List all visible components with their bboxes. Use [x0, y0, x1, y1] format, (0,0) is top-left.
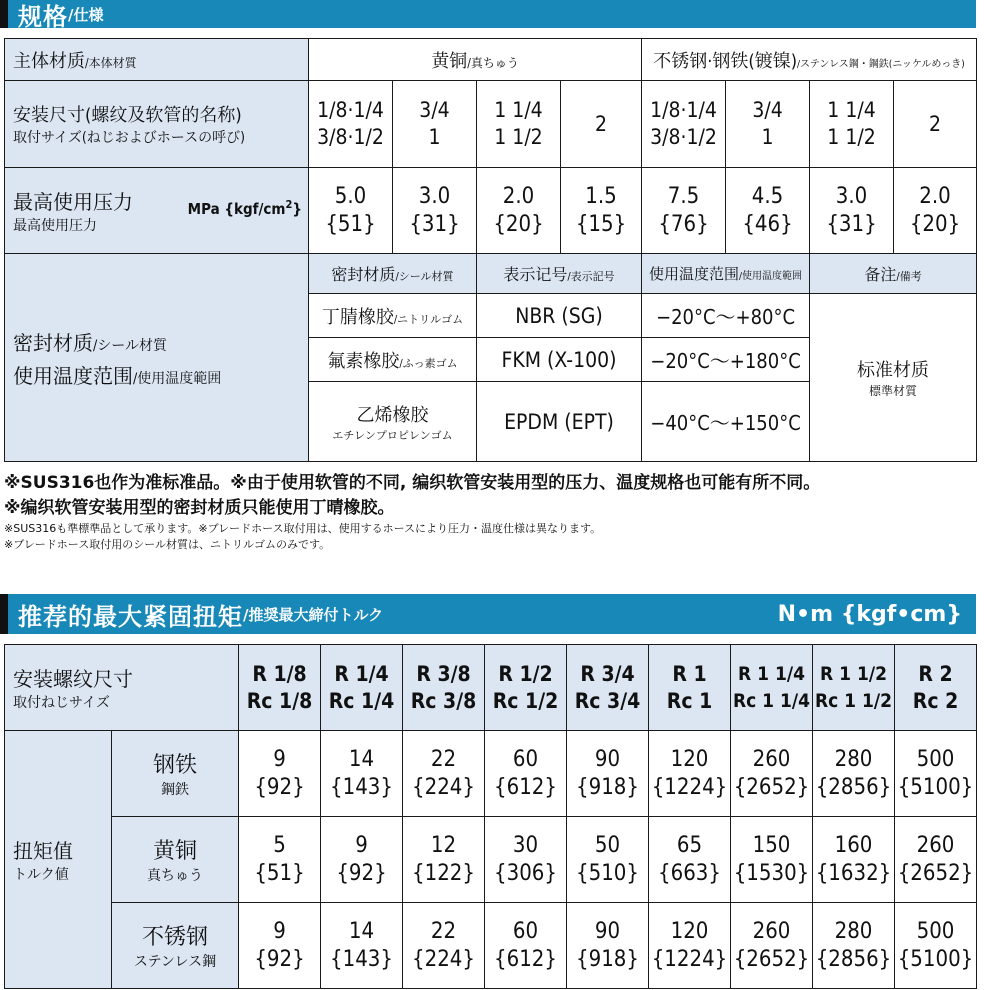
pressure-value: 4.5	[751, 183, 784, 209]
pressure-kgf: {31}	[409, 211, 460, 237]
torque-kgf: {918}	[576, 774, 639, 800]
thread-size-cell	[403, 645, 485, 731]
size-value: 1	[428, 125, 441, 149]
temp-col-label-sub: /使用温度範囲	[739, 271, 803, 282]
torque-unit: N•m {kgf•cm}	[777, 601, 962, 627]
temp-label: 使用温度范围	[13, 363, 133, 388]
size-cell	[477, 81, 561, 168]
code-col-header	[477, 254, 642, 294]
size-label-sub: 取付サイズ(ねじおよびホースの呼び)	[13, 130, 246, 146]
pressure-unit-text: MPa {kgf/cm	[187, 200, 286, 218]
pressure-value: 3.0	[835, 183, 868, 209]
pressure-value: 3.0	[418, 183, 451, 209]
torque-kgf: {122}	[412, 860, 475, 886]
brass-label: 黄铜	[431, 50, 468, 72]
torque-cell	[239, 817, 321, 903]
seal-name-cell	[309, 294, 477, 338]
thread-rc: Rc 1 1/2	[814, 689, 893, 712]
torque-cell	[649, 731, 731, 817]
code-col-label: 表示记号	[503, 265, 568, 284]
seal-name-sub: /ニトリルゴム	[393, 312, 464, 326]
torque-kgf: {92}	[336, 860, 387, 886]
torque-value: 150	[752, 832, 791, 858]
torque-cell	[485, 903, 567, 989]
pressure-kgf: {15}	[575, 211, 627, 237]
torque-cell	[239, 903, 321, 989]
torque-kgf: {612}	[494, 946, 557, 972]
thread-r: R 1/8	[252, 661, 307, 686]
size-value: 1/8·1/4	[317, 98, 384, 122]
seal-label-sub: /シール材質	[93, 337, 167, 354]
torque-kgf: {1224}	[651, 946, 728, 972]
size-cell	[642, 81, 726, 168]
brass-label-sub: /真ちゅう	[467, 55, 519, 70]
torque-value: 5	[273, 832, 286, 858]
pressure-cell	[309, 168, 393, 254]
torque-value: 12	[430, 832, 457, 858]
pressure-kgf: {46}	[742, 211, 793, 237]
thread-r: R 1/4	[334, 661, 389, 686]
torque-material-cell	[112, 817, 239, 903]
size-value: 3/8·1/2	[317, 125, 384, 149]
torque-kgf: {92}	[254, 774, 305, 800]
torque-kgf: {92}	[254, 946, 305, 972]
thread-rc: Rc 1/2	[492, 688, 559, 713]
size-value: 1 1/4	[827, 98, 876, 122]
seal-temp: −20°C～+180°C	[650, 349, 801, 373]
thread-rc: Rc 1/4	[328, 688, 395, 713]
torque-value: 14	[348, 918, 375, 944]
torque-cell	[403, 903, 485, 989]
torque-material-cell	[112, 731, 239, 817]
thread-rc: Rc 3/4	[574, 688, 641, 713]
thread-size-cell	[485, 645, 567, 731]
pressure-cell	[642, 168, 726, 254]
thread-rc: Rc 1/8	[246, 688, 313, 713]
seal-temp: −40°C～+150°C	[650, 411, 801, 435]
section-marker	[0, 594, 8, 634]
torque-value: 280	[834, 918, 873, 944]
torque-value: 90	[594, 746, 621, 772]
pressure-kgf: {51}	[325, 211, 376, 237]
pressure-unit	[188, 198, 302, 218]
thread-size-cell	[649, 645, 731, 731]
stainless-label-sub: /ステンレス鋼・鋼鉄(ニッケルめっき)	[797, 58, 965, 70]
torque-value: 30	[512, 832, 539, 858]
torque-cell	[567, 731, 649, 817]
size-value: 2	[929, 111, 942, 136]
thread-r: R 2	[918, 661, 953, 686]
torque-size-label-sub: 取付ねじサイズ	[13, 695, 110, 711]
note-line-jp: ※ブレードホース取付用のシール材質は、ニトリルゴムのみです。	[4, 538, 331, 551]
seal-name-sub: エチレンプロピレンゴム	[332, 428, 453, 442]
torque-kgf: {51}	[254, 860, 305, 886]
torque-cell	[895, 903, 977, 989]
remark-col-label-sub: /備考	[896, 270, 922, 283]
size-row	[5, 81, 977, 168]
torque-value: 14	[348, 746, 375, 772]
thread-r: R 1 1/2	[820, 662, 887, 685]
torque-material-sub: 真ちゅう	[147, 868, 203, 884]
size-cell	[561, 81, 642, 168]
torque-kgf: {2856}	[815, 774, 892, 800]
torque-cell	[649, 903, 731, 989]
pressure-label-cell	[5, 168, 309, 254]
material-label: 主体材质	[13, 50, 85, 72]
seal-label: 密封材质	[13, 330, 93, 355]
torque-value: 9	[355, 832, 368, 858]
note-line: ※SUS316也作为准标准品。※由于使用软管的不同, 编织软管安装用型的压力、温度规格也可能有所不同。	[4, 473, 821, 493]
material-row	[5, 39, 977, 81]
torque-kgf: {1224}	[651, 774, 728, 800]
material-label-sub: /本体材質	[85, 55, 137, 70]
torque-value: 9	[273, 918, 286, 944]
torque-material-sub: 鋼鉄	[161, 782, 189, 798]
seal-code-cell	[477, 294, 642, 338]
torque-value-label-cell	[5, 731, 112, 989]
thread-size-cell	[895, 645, 977, 731]
torque-cell	[895, 817, 977, 903]
torque-cell	[567, 817, 649, 903]
remark-text-sub: 標準材質	[869, 384, 918, 398]
torque-kgf: {143}	[330, 774, 393, 800]
stainless-label: 不锈钢·钢铁(镀镍)	[653, 50, 798, 72]
torque-cell	[321, 731, 403, 817]
torque-kgf: {224}	[412, 774, 475, 800]
spec-title-sub: /仕様	[68, 5, 104, 24]
torque-material: 钢铁	[152, 753, 197, 778]
torque-material-cell	[112, 903, 239, 989]
torque-title-sub: /推奨最大締付トルク	[243, 605, 384, 624]
torque-kgf: {510}	[576, 860, 639, 886]
torque-value: 500	[916, 918, 955, 944]
torque-material: 不锈钢	[141, 925, 208, 950]
torque-value: 120	[670, 918, 709, 944]
pressure-value: 7.5	[667, 183, 700, 209]
torque-kgf: {2652}	[897, 860, 974, 886]
seal-temp: −20°C～+80°C	[655, 305, 796, 329]
pressure-unit-sup: 2	[285, 198, 293, 211]
seal-code-cell	[477, 382, 642, 462]
temp-col-label: 使用温度范围	[648, 265, 739, 283]
torque-kgf: {1530}	[733, 860, 810, 886]
torque-cell	[649, 817, 731, 903]
torque-value: 280	[834, 746, 873, 772]
torque-size-label-cell	[5, 645, 239, 731]
seal-code: NBR (SG)	[515, 303, 603, 328]
torque-cell	[567, 903, 649, 989]
torque-kgf: {663}	[658, 860, 721, 886]
torque-value-label: 扭矩值	[13, 839, 73, 863]
torque-value: 260	[916, 832, 955, 858]
spec-notes	[4, 471, 984, 553]
pressure-cell	[894, 168, 977, 254]
torque-value: 500	[916, 746, 955, 772]
thread-r: R 3/8	[416, 661, 471, 686]
torque-value: 260	[752, 746, 791, 772]
pressure-cell	[726, 168, 810, 254]
size-value: 1 1/2	[827, 125, 876, 149]
code-col-label-sub: /表示記号	[567, 270, 615, 283]
torque-material: 黄铜	[152, 839, 197, 864]
section-marker	[0, 0, 8, 28]
torque-cell	[895, 731, 977, 817]
note-line-jp: ※SUS316も準標準品として承ります。※ブレードホース取付用は、使用するホースにより圧力・温度仕様は異なります。	[4, 522, 602, 535]
pressure-value: 2.0	[502, 183, 535, 209]
size-cell	[810, 81, 894, 168]
seal-label-cell	[5, 254, 309, 462]
seal-name-cell	[309, 338, 477, 382]
pressure-value: 2.0	[919, 183, 951, 209]
torque-kgf: {5100}	[897, 774, 974, 800]
remark-cell	[810, 294, 977, 462]
torque-cell	[485, 817, 567, 903]
pressure-kgf: {76}	[658, 211, 709, 237]
torque-cell	[813, 817, 895, 903]
torque-material-sub: ステンレス鋼	[133, 954, 217, 970]
torque-cell	[403, 817, 485, 903]
torque-value: 9	[273, 746, 286, 772]
torque-value: 160	[834, 832, 873, 858]
material-label-cell	[5, 39, 309, 81]
thread-size-cell	[813, 645, 895, 731]
size-cell	[894, 81, 977, 168]
pressure-cell	[561, 168, 642, 254]
pressure-kgf: {20}	[493, 211, 544, 237]
torque-kgf: {2652}	[733, 946, 810, 972]
stainless-header	[642, 39, 977, 81]
size-value: 2	[594, 111, 608, 136]
thread-r: R 3/4	[580, 661, 635, 686]
temp-label-sub: /使用温度範囲	[133, 370, 222, 387]
torque-cell	[239, 731, 321, 817]
torque-kgf: {918}	[576, 946, 639, 972]
thread-size-cell	[567, 645, 649, 731]
torque-cell	[731, 731, 813, 817]
brass-header	[309, 39, 642, 81]
seal-header-row	[5, 254, 977, 294]
torque-kgf: {306}	[494, 860, 557, 886]
torque-value: 22	[430, 918, 457, 944]
size-cell	[309, 81, 393, 168]
pressure-label-sub: 最高使用圧力	[13, 218, 97, 234]
remark-col-label: 备注	[864, 265, 897, 284]
thread-r: R 1	[672, 661, 707, 686]
torque-row	[5, 817, 977, 903]
seal-name: 丁腈橡胶	[321, 306, 394, 328]
torque-kgf: {2856}	[815, 946, 892, 972]
torque-cell	[813, 903, 895, 989]
torque-cell	[403, 731, 485, 817]
torque-size-row	[5, 645, 977, 731]
size-value: 1	[761, 125, 774, 149]
torque-value: 22	[430, 746, 457, 772]
torque-kgf: {1632}	[815, 860, 892, 886]
torque-cell	[731, 903, 813, 989]
size-cell	[393, 81, 477, 168]
seal-col-header	[309, 254, 477, 294]
seal-name-cell	[309, 382, 477, 462]
torque-value-label-sub: トルク値	[13, 867, 69, 883]
torque-cell	[321, 817, 403, 903]
torque-cell	[321, 903, 403, 989]
thread-rc: Rc 1 1/4	[732, 689, 811, 712]
torque-value: 65	[676, 832, 703, 858]
size-cell	[726, 81, 810, 168]
seal-temp-cell	[642, 382, 810, 462]
size-value: 3/4	[752, 98, 783, 122]
thread-size-cell	[731, 645, 813, 731]
torque-row	[5, 731, 977, 817]
size-label-cell	[5, 81, 309, 168]
remark-text: 标准材质	[857, 360, 930, 381]
thread-rc: Rc 3/8	[410, 688, 477, 713]
torque-value: 260	[752, 918, 791, 944]
seal-name: 氟素橡胶	[327, 350, 400, 372]
torque-kgf: {612}	[494, 774, 557, 800]
seal-temp-cell	[642, 294, 810, 338]
temp-col-header	[642, 254, 810, 294]
size-value: 1/8·1/4	[650, 98, 717, 122]
spec-title: 规格	[18, 2, 68, 31]
thread-r: R 1 1/4	[738, 662, 805, 685]
spec-table	[4, 38, 977, 462]
torque-value: 120	[670, 746, 709, 772]
seal-code-cell	[477, 338, 642, 382]
seal-code: FKM (X-100)	[501, 347, 617, 372]
pressure-unit-end: }	[292, 200, 302, 218]
thread-r: R 1/2	[498, 661, 553, 686]
size-value: 1 1/2	[494, 125, 543, 149]
torque-row	[5, 903, 977, 989]
remark-col-header	[810, 254, 977, 294]
torque-value: 60	[512, 918, 539, 944]
torque-cell	[485, 731, 567, 817]
seal-name: 乙烯橡胶	[356, 404, 429, 426]
torque-value: 50	[594, 832, 621, 858]
spec-section-header	[0, 0, 976, 31]
size-value: 1 1/4	[494, 98, 543, 122]
thread-rc: Rc 1	[666, 688, 713, 713]
torque-title: 推荐的最大紧固扭矩	[18, 602, 243, 631]
torque-kgf: {2652}	[733, 774, 810, 800]
pressure-cell	[477, 168, 561, 254]
seal-code: EPDM (EPT)	[504, 409, 614, 434]
torque-value: 60	[512, 746, 539, 772]
pressure-value: 5.0	[334, 183, 367, 209]
note-line: ※编织软管安装用型的密封材质只能使用丁晴橡胶。	[4, 498, 395, 518]
size-label: 安装尺寸(螺纹及软管的名称)	[13, 105, 242, 126]
pressure-kgf: {31}	[826, 211, 877, 237]
thread-size-cell	[239, 645, 321, 731]
torque-kgf: {143}	[330, 946, 393, 972]
seal-name-sub: /ふっ素ゴム	[399, 356, 458, 370]
torque-size-label: 安装螺纹尺寸	[13, 667, 133, 691]
pressure-cell	[810, 168, 894, 254]
seal-temp-cell	[642, 338, 810, 382]
thread-rc: Rc 2	[912, 688, 959, 713]
torque-kgf: {5100}	[897, 946, 974, 972]
torque-table	[4, 644, 977, 989]
torque-kgf: {224}	[412, 946, 475, 972]
pressure-value: 1.5	[585, 183, 617, 209]
torque-section-header	[0, 594, 976, 634]
size-value: 3/4	[419, 98, 450, 122]
torque-cell	[731, 817, 813, 903]
seal-col-label: 密封材质	[331, 265, 396, 284]
thread-size-cell	[321, 645, 403, 731]
seal-col-label-sub: /シール材質	[395, 270, 454, 283]
pressure-row	[5, 168, 977, 254]
pressure-kgf: {20}	[909, 211, 961, 237]
pressure-label: 最高使用压力	[13, 190, 133, 214]
torque-cell	[813, 731, 895, 817]
size-value: 3/8·1/2	[650, 125, 717, 149]
torque-value: 90	[594, 918, 621, 944]
pressure-cell	[393, 168, 477, 254]
